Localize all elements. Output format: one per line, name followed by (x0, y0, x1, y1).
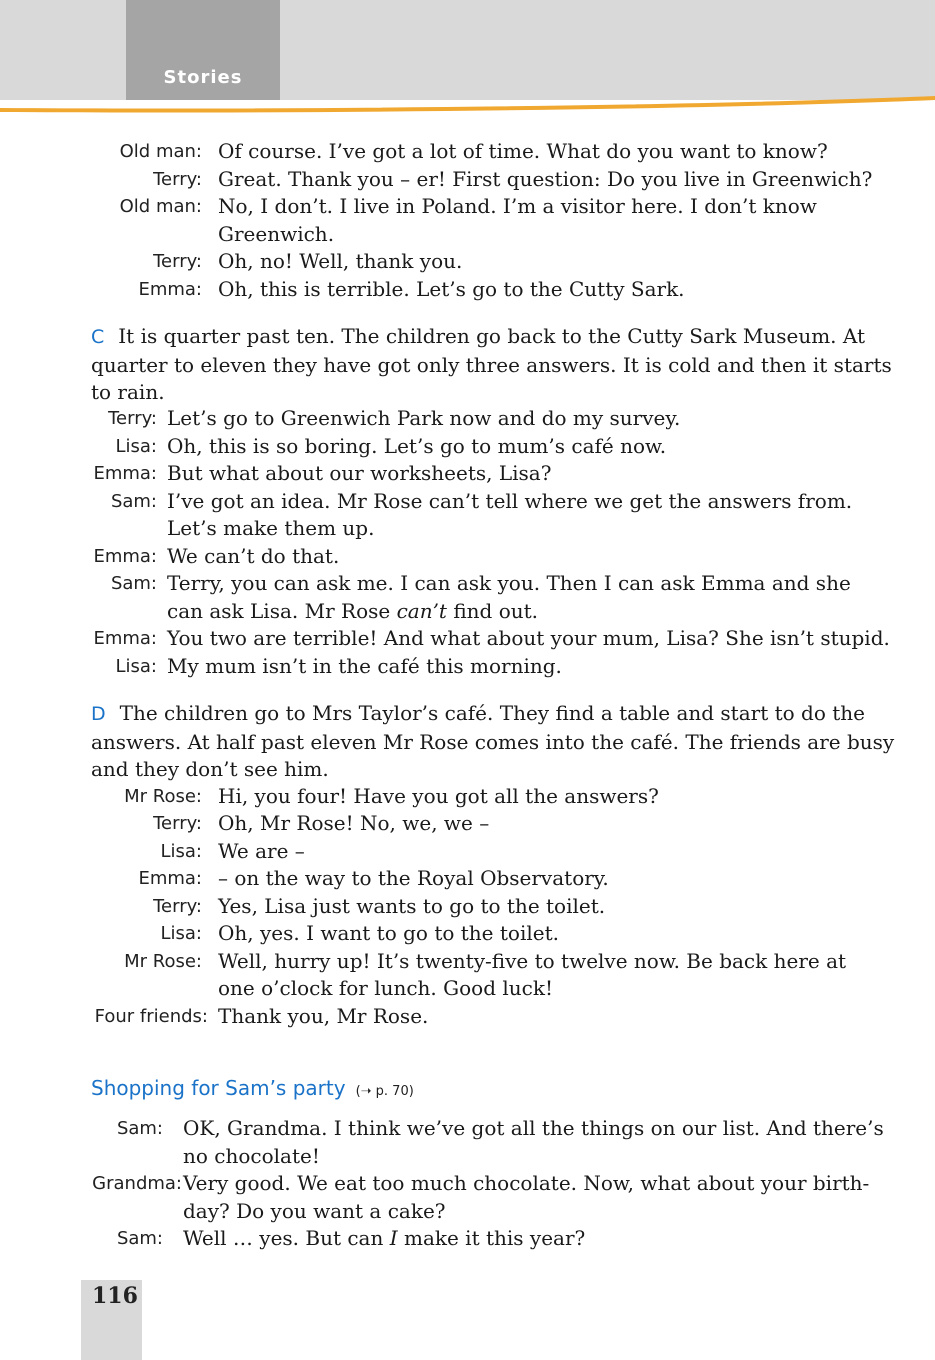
dialogue-line: – on the way to the Royal Observatory. (218, 866, 609, 890)
dialogue-line: We are – (218, 838, 305, 863)
narration-line: quarter to eleven they have got only three answers. It is cold and then it starts (91, 352, 892, 377)
dialogue-line: Oh, Mr Rose! No, we, we – (218, 811, 490, 835)
dialogue-line: Greenwich. (218, 221, 335, 246)
speaker: Emma: (93, 545, 157, 567)
section-letter: C (91, 326, 105, 348)
speaker: Mr Rose: (124, 950, 202, 972)
dialogue-line: Well … yes. But can I make it this year? (183, 1226, 586, 1250)
narration-c (91, 323, 892, 407)
speaker: Old man: (119, 141, 202, 162)
speaker: Sam: (110, 490, 157, 512)
dialogue-line: Hi, you four! Have you got all the answers? (218, 783, 659, 808)
dialogue-line: day? Do you want a cake? (183, 1198, 446, 1223)
speaker: Emma: (138, 868, 202, 889)
narration-line: The children go to Mrs Taylor’s café. They find a table and start to do the (119, 701, 865, 725)
narration-line: It is quarter past ten. The children go back to the Cutty Sark Museum. At (118, 324, 866, 348)
speaker: Mr Rose: (124, 785, 202, 807)
section-letter: D (91, 703, 106, 725)
speaker: Old man: (119, 196, 202, 217)
speaker: Emma: (138, 278, 202, 300)
dialogue-line: Yes, Lisa just wants to go to the toilet. (218, 893, 606, 918)
speaker: Sam: (110, 573, 157, 594)
header-rule (0, 0, 935, 120)
dialogue-line: Oh, this is terrible. Let’s go to the Cutty Sark. (218, 276, 685, 301)
dialogue-line: OK, Grandma. I think we’ve got all the things on our list. And there’s (183, 1116, 884, 1140)
narration-line: and they don’t see him. (91, 757, 329, 781)
dialogue-line: can ask Lisa. Mr Rose can’t find out. (167, 598, 539, 623)
dialogue-line: Very good. We eat too much chocolate. Now, what about your birth- (183, 1171, 870, 1195)
dialogue-line: Let’s make them up. (167, 516, 375, 540)
speaker: Lisa: (160, 840, 202, 862)
section-label: Stories (163, 67, 243, 88)
dialogue-line: We can’t do that. (167, 543, 340, 568)
narration-line: to rain. (91, 380, 165, 404)
dialogue-line: no chocolate! (183, 1143, 320, 1168)
narration-line: answers. At half past eleven Mr Rose comes into the café. The friends are busy (91, 729, 895, 754)
dialogue-line: My mum isn’t in the café this morning. (167, 653, 562, 678)
speaker: Emma: (93, 628, 157, 649)
dialogue-line: Great. Thank you – er! First question: Do you live in Greenwich? (218, 166, 873, 191)
speaker: Lisa: (160, 923, 202, 944)
speaker: Terry: (153, 168, 202, 190)
dialogue-line: But what about our worksheets, Lisa? (167, 461, 552, 485)
narration-d (91, 700, 895, 784)
dialogue-line: Terry, you can ask me. I can ask you. Then I can ask Emma and she (167, 571, 851, 595)
dialogue-line: Thank you, Mr Rose. (218, 1003, 429, 1028)
dialogue-line: Oh, this is so boring. Let’s go to mum’s café now. (167, 433, 667, 458)
speaker: Emma: (93, 463, 157, 484)
page-reference: (➝ p. 70) (355, 1084, 414, 1099)
dialogue-line: You two are terrible! And what about your mum, Lisa? She isn’t stupid. (167, 626, 890, 650)
dialogue-line: I’ve got an idea. Mr Rose can’t tell where we get the answers from. (167, 488, 853, 513)
dialogue-line: Well, hurry up! It’s twenty-five to twelve now. Be back here at (218, 948, 847, 973)
dialogue-line: one o’clock for lunch. Good luck! (218, 976, 553, 1000)
section-title: Shopping for Sam’s party (➝ p. 70) (91, 1076, 414, 1100)
speaker: Lisa: (115, 655, 157, 677)
speaker: Four friends: (94, 1005, 208, 1027)
dialogue-line: Oh, yes. I want to go to the toilet. (218, 921, 559, 945)
speaker: Grandma: (92, 1173, 182, 1194)
speaker: Sam: (116, 1118, 163, 1139)
speaker: Lisa: (115, 435, 157, 457)
dialogue-line: Oh, no! Well, thank you. (218, 249, 463, 273)
speaker: Terry: (108, 408, 157, 429)
page-number: 116 (92, 1283, 138, 1309)
dialogue-line: Of course. I’ve got a lot of time. What do you want to know? (218, 139, 828, 163)
speaker: Terry: (153, 895, 202, 917)
speaker: Terry: (153, 813, 202, 834)
speaker: Terry: (153, 251, 202, 272)
dialogue-line: Let’s go to Greenwich Park now and do my survey. (167, 406, 681, 430)
speaker: Sam: (116, 1228, 163, 1249)
dialogue-line: No, I don’t. I live in Poland. I’m a visitor here. I don’t know (218, 194, 817, 218)
